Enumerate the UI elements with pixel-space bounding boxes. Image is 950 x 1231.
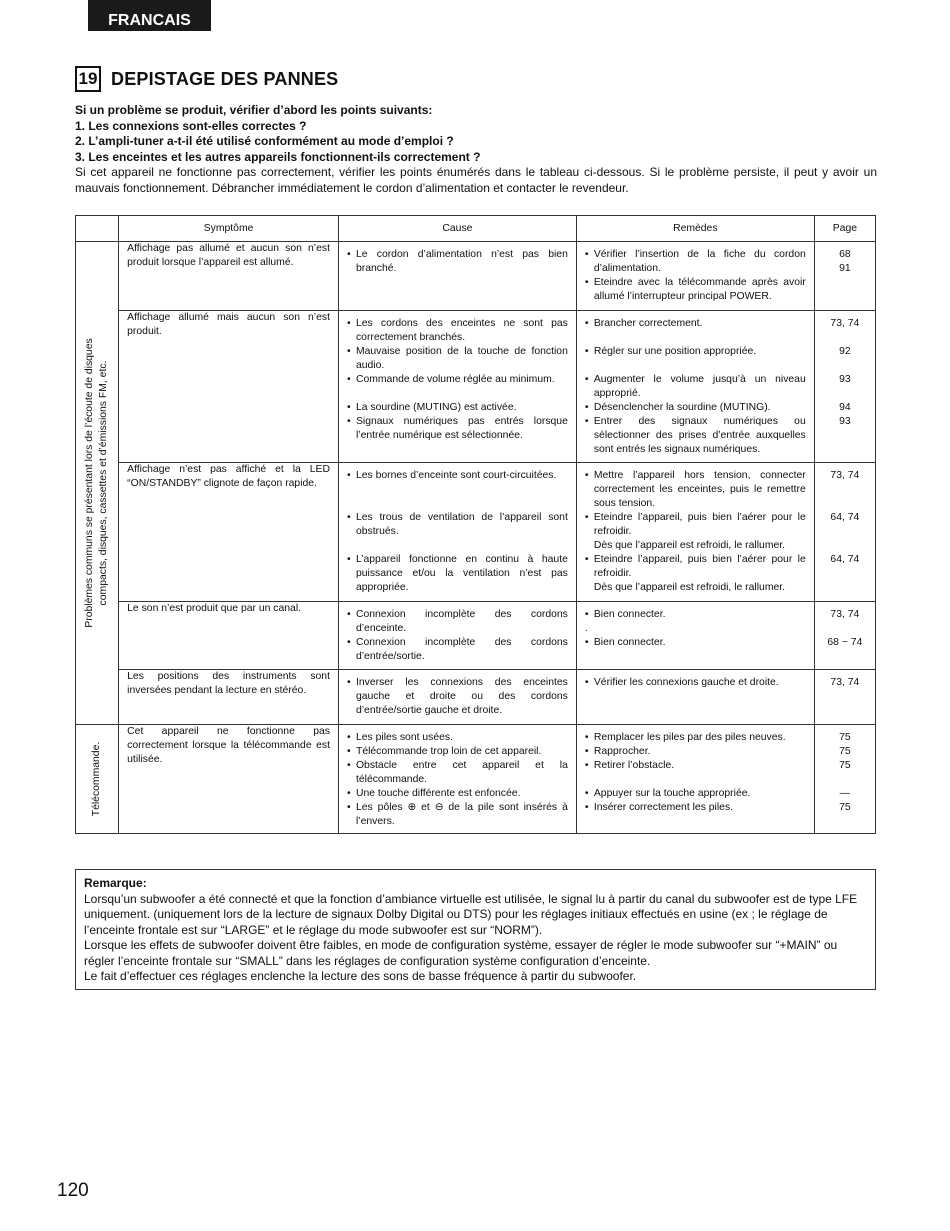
- symptom-cell: Les positions des instruments sont inversées pendant la lecture en stéréo.: [119, 670, 339, 725]
- cause-item: • Obstacle entre cet appareil et la télécommande.: [347, 759, 568, 787]
- remedy-item: • Brancher correctement.: [585, 317, 806, 331]
- cause-item: • Les cordons des enceintes ne sont pas correctement branchés.: [347, 317, 568, 345]
- cause-item: • Une touche différente est enfoncée.: [347, 787, 568, 801]
- cause-item: • L’appareil fonctionne en continu à haute puissance et/ou la ventilation n’est pas appropriée.: [347, 553, 568, 595]
- symptom-cell: Cet appareil ne fonctionne pas correctement lorsque la télécommande est utilisée.: [119, 725, 339, 834]
- cause-item: • Les bornes d’enceinte sont court-circuitées.: [347, 469, 568, 483]
- remedy-cell: [576, 311, 814, 463]
- cause-cell: [338, 602, 576, 670]
- page-ref: 75: [839, 746, 851, 757]
- header-cause: Cause: [338, 216, 576, 242]
- header-category: [76, 216, 119, 242]
- remedy-cell: [576, 602, 814, 670]
- page-ref: 91: [839, 263, 851, 274]
- remedy-item: • Mettre l’appareil hors tension, connecter correctement les enceintes, puis le remettre sous tension.: [585, 469, 806, 511]
- category-general-line-2: compacts, disques, cassettes et d’émissions FM, etc.: [98, 360, 110, 606]
- remedy-item: • Eteindre l’appareil, puis bien l’aérer pour le refroidir.: [585, 553, 806, 581]
- page-ref: 75: [839, 760, 851, 771]
- header-remedy: Remèdes: [576, 216, 814, 242]
- page-ref: 73, 74: [830, 677, 860, 688]
- header-symptom: Symptôme: [119, 216, 339, 242]
- page-ref: 93: [839, 416, 851, 427]
- remedy-item: • Bien connecter.: [585, 608, 806, 622]
- table-row: [76, 725, 876, 834]
- cause-item: • Commande de volume réglée au minimum.: [347, 373, 568, 387]
- cause-item: • Les piles sont usées.: [347, 731, 568, 745]
- troubleshooting-table: [75, 215, 876, 834]
- cause-item: • Télécommande trop loin de cet appareil.: [347, 745, 568, 759]
- page-ref: 73, 74: [830, 470, 860, 481]
- intro-lead: Si un problème se produit, vérifier d’abord les points suivants:: [75, 103, 433, 117]
- page-ref: 73, 74: [830, 318, 860, 329]
- cause-item: • Inverser les connexions des enceintes gauche et droite ou des cordons d’entrée/sortie gauche et droite.: [347, 676, 568, 718]
- remark-title: Remarque:: [84, 876, 147, 890]
- remedy-cell: [576, 725, 814, 834]
- page-ref: 68 ~ 74: [827, 637, 863, 648]
- page-ref: 64, 74: [830, 554, 860, 565]
- cause-cell: [338, 463, 576, 602]
- intro-check-2: 2. L’ampli-tuner a-t-il été utilisé conformément au mode d’emploi ?: [75, 134, 454, 148]
- page-ref: 75: [839, 732, 851, 743]
- page-ref: 93: [839, 374, 851, 385]
- table-row: [76, 242, 876, 311]
- cause-cell: [338, 311, 576, 463]
- header-page: Page: [814, 216, 875, 242]
- page-cell: [814, 602, 875, 670]
- remedy-note: Dès que l’appareil est refroidi, le rallumer.: [593, 582, 786, 593]
- remedy-item: • Vérifier les connexions gauche et droite.: [585, 676, 806, 690]
- cause-item: • Les trous de ventilation de l’appareil sont obstrués.: [347, 511, 568, 539]
- remedy-item: • Régler sur une position appropriée.: [585, 345, 806, 359]
- cause-item: • Connexion incomplète des cordons d’entrée/sortie.: [347, 636, 568, 664]
- category-general: [76, 242, 119, 725]
- remark-box: [75, 869, 876, 990]
- remedy-item: • Retirer l’obstacle.: [585, 759, 806, 773]
- intro-check-1: 1. Les connexions sont-elles correctes ?: [75, 118, 307, 133]
- remedy-note: Dès que l’appareil est refroidi, le rallumer.: [593, 540, 786, 551]
- cause-item: • Signaux numériques pas entrés lorsque l’entrée numérique est sélectionnée.: [347, 415, 568, 443]
- cause-cell: [338, 242, 576, 311]
- remedy-cell: [576, 242, 814, 311]
- symptom-cell: Affichage pas allumé et aucun son n’est produit lorsque l’appareil est allumé.: [119, 242, 339, 311]
- language-tab: FRANCAIS: [88, 0, 211, 31]
- section-number: 19: [75, 66, 101, 92]
- symptom-cell: Affichage allumé mais aucun son n’est produit.: [119, 311, 339, 463]
- remedy-item: • Eteindre avec la télécommande après avoir allumé l’interrupteur principal POWER.: [585, 276, 806, 304]
- cause-item: • Mauvaise position de la touche de fonction audio.: [347, 345, 568, 373]
- category-remote-label: Télécommande.: [91, 741, 103, 817]
- table-row: [76, 311, 876, 463]
- symptom-cell: Affichage n’est pas affiché et la LED “ON/STANDBY” clignote de façon rapide.: [119, 463, 339, 602]
- remedy-item: • Appuyer sur la touche appropriée.: [585, 787, 806, 801]
- cause-item: • Le cordon d’alimentation n’est pas bien branché.: [347, 248, 568, 276]
- cause-item: • La sourdine (MUTING) est activée.: [347, 401, 568, 415]
- category-general-label: [83, 338, 111, 627]
- remark-line: Le fait d’effectuer ces réglages enclenche la lecture des sons de basse fréquence à partir du subwoofer.: [84, 969, 637, 983]
- page-ref: 75: [839, 802, 851, 813]
- remedy-item: • Entrer des signaux numériques ou sélectionner des prises d’entrée auxquelles sont entrés les signaux numériques.: [585, 415, 806, 457]
- remedy-item: • Augmenter le volume jusqu’à un niveau approprié.: [585, 373, 806, 401]
- remedy-item: • Désenclencher la sourdine (MUTING).: [585, 401, 806, 415]
- section-heading: [75, 66, 338, 92]
- page-ref: 64, 74: [830, 512, 860, 523]
- remedy-cell: [576, 463, 814, 602]
- page-cell: [814, 242, 875, 311]
- page-cell: [814, 670, 875, 725]
- intro: [75, 103, 877, 196]
- remedy-item: • Vérifier l’insertion de la fiche du cordon d’alimentation.: [585, 248, 806, 276]
- remedy-cell: [576, 670, 814, 725]
- page-ref: 92: [839, 346, 851, 357]
- remark-line: Lorsque les effets de subwoofer doivent être faibles, en mode de configuration système, essayer de régler le mode subwoofer sur “+MAIN” ou régler l’enceinte frontale sur “SMALL” dans les réglages de configuration système configuration d’enceinte.: [84, 938, 838, 968]
- remedy-item: • Rapprocher.: [585, 745, 806, 759]
- symptom-cell: Le son n’est produit que par un canal.: [119, 602, 339, 670]
- section-title: DEPISTAGE DES PANNES: [111, 68, 339, 89]
- page-cell: [814, 311, 875, 463]
- remedy-item: • Insérer correctement les piles.: [585, 801, 806, 815]
- page-number: 120: [57, 1180, 89, 1201]
- table-row: [76, 463, 876, 602]
- intro-paragraph: Si cet appareil ne fonctionne pas correctement, vérifier les points énumérés dans le tableau ci-dessous. Si le problème persiste, il peut y avoir un mauvais fonctionnement. Débrancher immédiatement le cordon d’alimentation et contacter le revendeur.: [75, 165, 877, 195]
- remedy-item: • Remplacer les piles par des piles neuves.: [585, 731, 806, 745]
- remedy-item: • Eteindre l’appareil, puis bien l’aérer pour le refroidir.: [585, 511, 806, 539]
- page-ref: 94: [839, 402, 851, 413]
- cause-item: • Les pôles ⊕ et ⊖ de la pile sont insérés à l’envers.: [347, 801, 568, 829]
- table-row: [76, 602, 876, 670]
- page-cell: [814, 725, 875, 834]
- table-row: [76, 670, 876, 725]
- remedy-item: • Bien connecter.: [585, 636, 806, 650]
- page-ref: 68: [839, 249, 851, 260]
- cause-cell: [338, 670, 576, 725]
- category-general-line-1: Problèmes communs se présentant lors de l’écoute de disques: [84, 338, 96, 628]
- intro-check-3: 3. Les enceintes et les autres appareils fonctionnent-ils correctement ?: [75, 149, 481, 164]
- page-cell: [814, 463, 875, 602]
- category-remote: [76, 725, 119, 834]
- page-ref: 73, 74: [830, 609, 860, 620]
- remedy-dot: .: [584, 623, 588, 634]
- cause-item: • Connexion incomplète des cordons d’enceinte.: [347, 608, 568, 636]
- cause-cell: [338, 725, 576, 834]
- table-header-row: [76, 216, 876, 242]
- page-ref: —: [839, 788, 851, 799]
- remark-line: Lorsqu’un subwoofer a été connecté et que la fonction d’ambiance virtuelle est utilisée, le signal lu à partir du canal du subwoofer est de type LFE uniquement. (uniquement lors de la lecture de signaux Dolby Digital ou DTS) pour les réglages initiaux effectués en usine (ex ; le réglage de l’enceinte frontale est sur “LARGE” et le réglage du mode subwoofer est sur “NORM”).: [84, 891, 858, 937]
